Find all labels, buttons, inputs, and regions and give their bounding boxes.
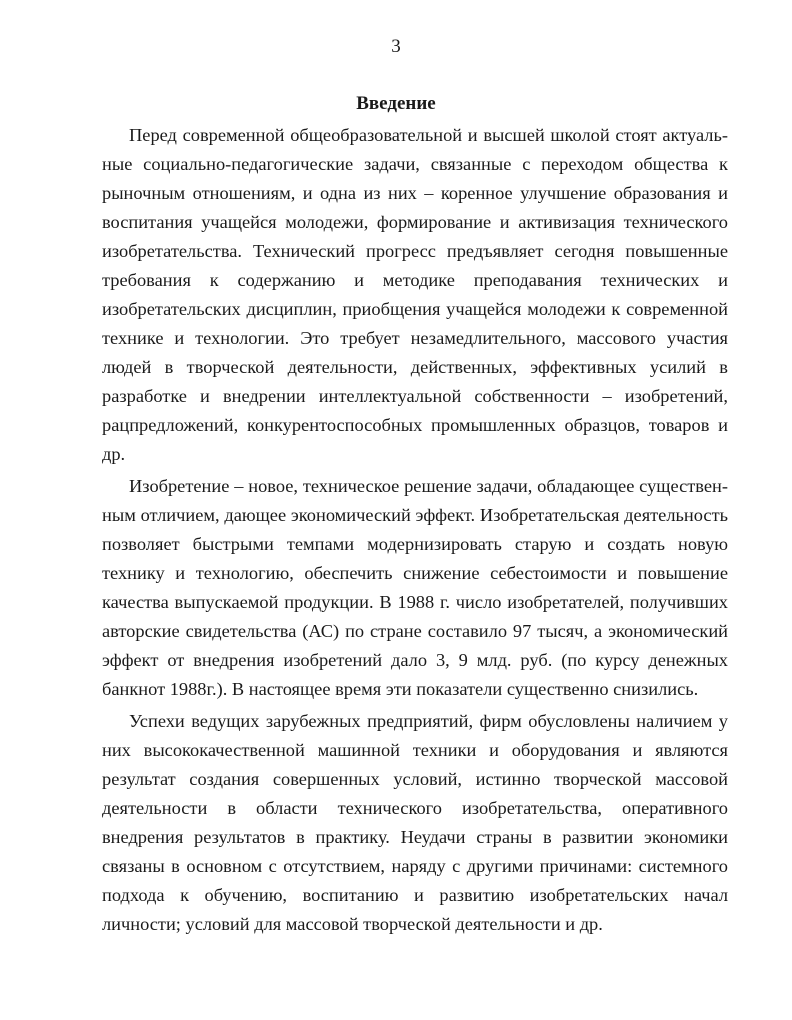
- page-number: 3: [391, 36, 401, 57]
- paragraph: Изобретение – новое, техническое решение задачи, обладающее существенным отличием, дающее экономический эффект. Изобретательская деятельность позволяет быстрыми темпами модернизировать старую и создать новую технику и технологию, обеспечить снижение себестоимости и повышение качества выпускаемой продукции. В 1988 г. число изобретателей, получивших авторские свидетельства (АС) по стране составило 97 тысяч, а экономический эффект от внедрения изобретений дало 3, 9 млд. руб. (по курсу денежных банкнот 1988г.). В настоящее время эти показатели существенно снизились.: [102, 476, 728, 699]
- section-heading: Введение: [356, 93, 436, 114]
- paragraph: Успехи ведущих зарубежных предприятий, фирм обусловлены наличием у них высококачественной машинной техники и оборудования и являются результат создания совершенных условий, истинно творческой массовой деятельности в области технического изобретательства, оперативного внедрения результатов в практику. Неудачи страны в развитии экономики связаны в основном с отсутствием, наряду с другими причинами: системного подхода к обучению, воспитанию и развитию изобретательских начал личности; условий для массовой творческой деятельности и др.: [102, 711, 728, 934]
- paragraph: Перед современной общеобразовательной и высшей школой стоят актуальные социально-педагогические задачи, связанные с переходом общества к рыночным отношениям, и одна из них – коренное улучшение образования и воспитания учащейся молодежи, формирование и активизация технического изобретательства. Технический прогресс предъявляет сегодня повышенные требования к содержанию и методике преподавания технических и изобретательских дисциплин, приобщения учащейся молодежи к современной технике и технологии. Это требует незамедлительного, массового участия людей в творческой деятельности, действенных, эффективных усилий в разработке и внедрении интеллектуальной собственности – изобретений, рацпредложений, конкурентоспособных промышленных образцов, товаров и др.: [102, 125, 728, 464]
- body-text: [102, 121, 728, 942]
